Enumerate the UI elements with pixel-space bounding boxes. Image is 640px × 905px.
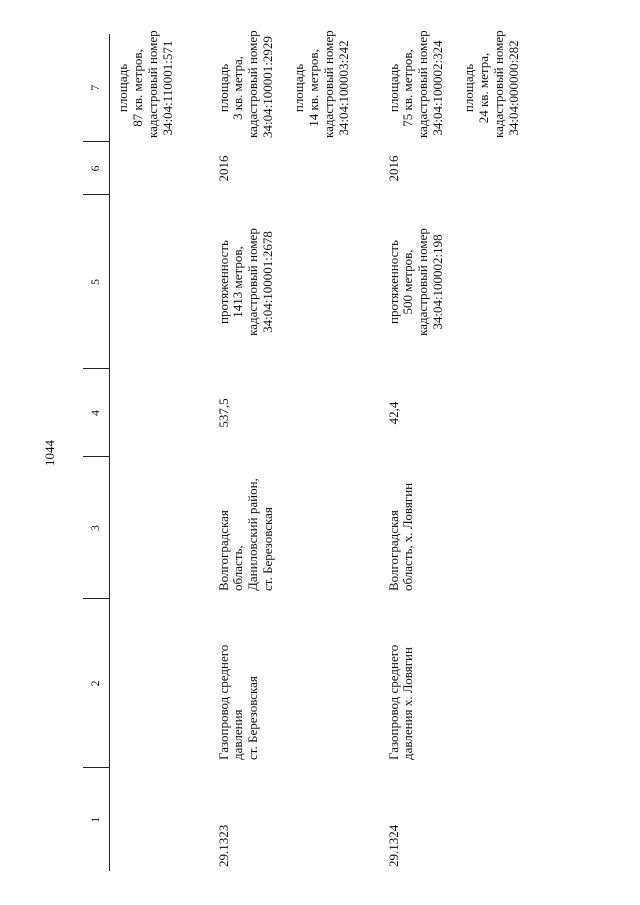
column-number: 5 [83,195,110,369]
land-plot-entry [215,30,277,138]
cell-line: 75 кв. метров, [400,49,416,127]
cell-line: Даниловский район, [245,478,261,591]
column-number: 6 [83,142,110,195]
cell-line: Газопровод среднего [215,644,231,760]
cell-line: 500 метров, [400,249,416,315]
cell-line: 1413 метров, [230,246,246,318]
cell-line: 34:04:110001:571 [159,40,175,136]
cell-line: 87 кв. метров, [129,49,145,127]
cell-line: 34:04:100003:242 [336,40,352,136]
land-plot-entry [385,30,447,138]
cell-line: кадастровый номер [415,30,431,138]
cell-address [381,457,591,599]
cell-line: 3 кв. метра, [230,55,246,121]
cell-line: площадь [385,63,401,113]
data-table [83,30,591,871]
rotated-table-container [83,30,629,871]
cell-line: кадастровый номер [144,30,160,138]
cell-value [110,369,211,457]
cell-line: кадастровый номер [415,228,431,336]
cell-line: 14 кв. метров, [306,49,322,127]
cell-land-plots [110,30,211,142]
cell-length [110,195,211,369]
land-plot-entry [115,30,176,138]
cell-line: Волгоградская [385,510,401,591]
cell-line: 34:04:000000:282 [506,40,522,136]
column-number: 4 [83,369,110,457]
cell-item-number [110,768,211,871]
cell-line: 34:04:100001:2678 [260,231,276,333]
cell-line: ст. Березовская [245,676,261,760]
cell-line: давления х. Ловягин [400,647,416,760]
cell-year [110,142,211,195]
table-row [211,34,381,871]
cell-length [381,195,591,369]
cell-value: 42,4 [385,401,401,425]
cell-address [110,457,211,599]
cell-line: область, х. Ловягин [400,482,416,591]
cell-land-plots [381,30,591,142]
cell-line: Газопровод среднего [385,644,401,760]
cell-line: кадастровый номер [245,30,261,138]
cell-line: давления [230,709,246,760]
table-row [110,34,211,871]
cell-line: кадастровый номер [245,228,261,336]
cell-line: площадь [115,63,130,113]
cell-address [211,457,381,599]
cell-line: 34:04:100001:2929 [260,36,276,138]
cell-line: протяженность [385,240,401,324]
cell-object-name [211,599,381,768]
cell-object-name [381,599,591,768]
column-number: 7 [83,34,110,142]
cell-line: область, [230,545,246,591]
cell-item-number: 29.1323 [215,824,231,867]
table-row [381,34,591,871]
column-number: 1 [83,768,110,871]
cell-line: 34:04:100002:324 [430,40,446,136]
cell-line: 34:04:100002:198 [430,234,446,330]
cell-line: площадь [215,63,231,113]
land-plot-entry [291,30,352,138]
cell-object-name [110,599,211,768]
cell-line: кадастровый номер [491,30,507,138]
cell-line: кадастровый номер [321,30,337,138]
cell-line: 24 кв. метра, [476,52,492,124]
cell-value: 537,5 [215,398,231,428]
page-number: 1044 [42,440,57,466]
cell-year: 2016 [385,155,401,182]
cell-line: площадь [461,63,477,113]
column-number: 2 [83,599,110,768]
cell-land-plots [211,30,381,142]
land-plot-entry [461,30,522,138]
table-body [110,30,591,871]
cell-line: ст. Березовская [260,507,276,591]
cell-line: протяженность [215,240,231,324]
cell-line: площадь [291,63,307,113]
cell-year: 2016 [215,155,231,182]
cell-line: Волгоградская [215,510,231,591]
column-number: 3 [83,457,110,599]
cell-item-number: 29.1324 [385,824,401,867]
column-numbers-row [83,34,110,871]
cell-length [211,195,381,369]
